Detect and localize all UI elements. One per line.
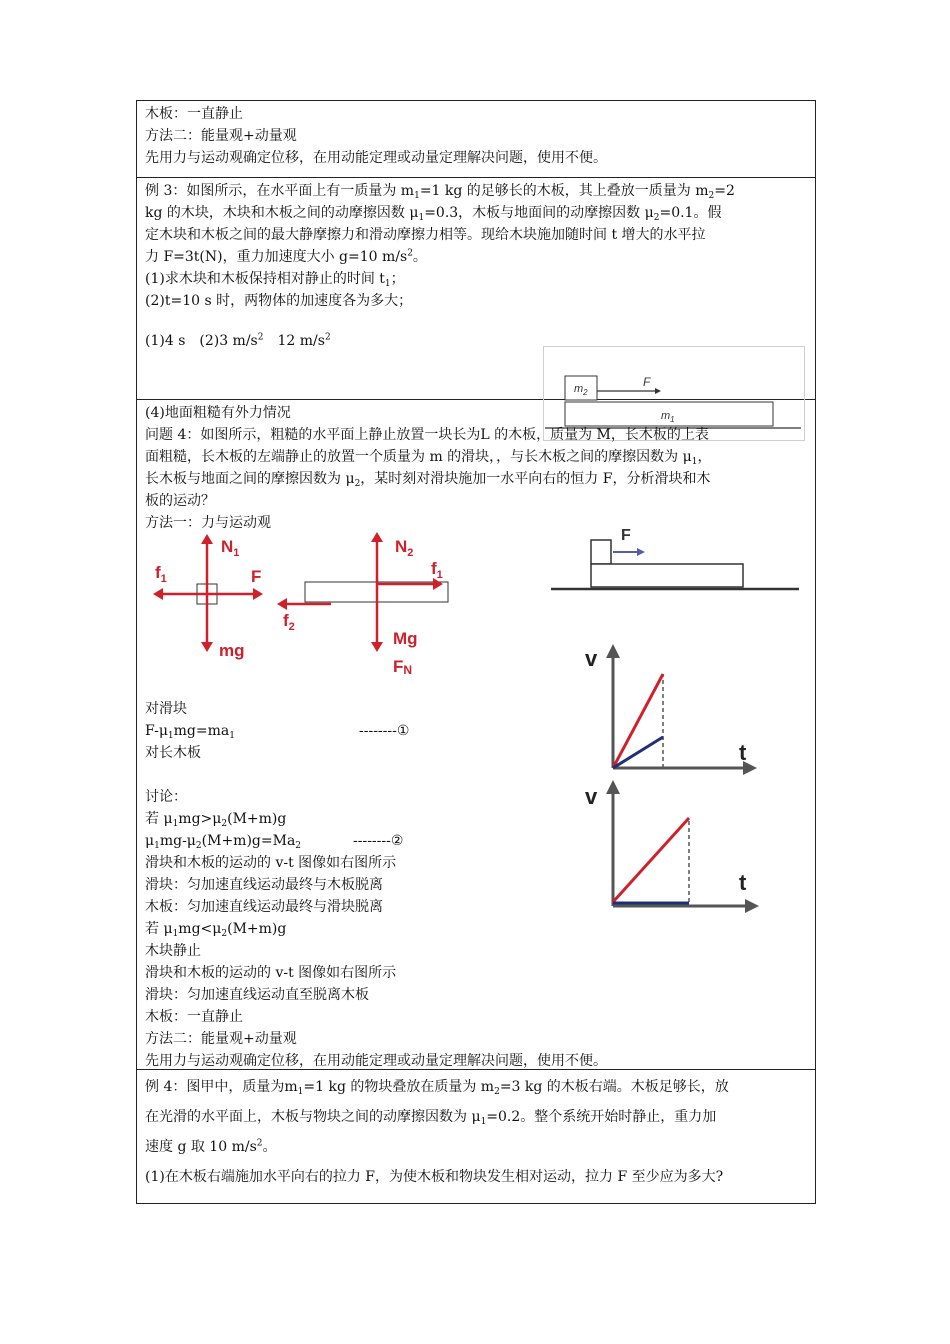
text-line: 先用力与运动观确定位移，在用动能定理或动量定理解决问题，使用不便。 (145, 150, 607, 166)
force-label: F (643, 375, 651, 389)
svg-text:m1: $m_1$ (661, 410, 675, 424)
discussion-label: 讨论： (145, 789, 187, 805)
problem-4-cell (137, 400, 815, 1070)
problem-4-line-4: 板的运动？ (145, 493, 215, 509)
problem-4-line-1: 问题 4：如图所示，粗糙的水平面上静止放置一块长为L 的木板，质量为 M，长木板的上表 (145, 427, 709, 443)
example-3-line-3: 定木块和木板之间的最大静摩擦力和滑动摩擦力相等。现给木块施加随时间 t 增大的水平拉 (145, 227, 706, 243)
answer: (1)4 s (2)3 $m/s^2$ 12 $m/s^2$ (145, 332, 331, 349)
svg-text:t: t (739, 740, 747, 765)
block-still: 木块静止 (145, 943, 201, 959)
example-4-line-3: 速度 g 取 10 $m/s^2$。 (145, 1138, 277, 1155)
svg-text:Mg: Mg (393, 629, 418, 648)
board-result-2: 木板：一直静止 (145, 1009, 243, 1025)
svg-text:t: t (739, 870, 747, 895)
problem-4-line-3: 长木板与地面之间的摩擦因数为 $\mu_2$，某时刻对滑块施加一水平向右的恒力 F，分析滑块和木 (145, 471, 711, 489)
question-1: (1)求木块和木板保持相对静止的时间 $t_1$； (145, 271, 405, 289)
svg-text:mg: mg (219, 641, 245, 660)
question-2: (2)t=10 s 时，两物体的加速度各为多大； (145, 293, 413, 309)
force-label: F (621, 527, 631, 544)
equation-2: $\mu_1mg-\mu_2(M+m)g=Ma_2$ --------② (145, 833, 404, 851)
svg-text:f1: $f_1$ (431, 559, 443, 581)
slider-result-1: 滑块：匀加速直线运动最终与木板脱离 (145, 877, 383, 893)
content-table (136, 100, 816, 1204)
vt-description-2: 滑块和木板的运动的 v-t 图像如右图所示 (145, 965, 397, 981)
board-result-1: 木板：匀加速直线运动最终与滑块脱离 (145, 899, 383, 915)
example-3-line-2: kg 的木块，木块和木板之间的动摩擦因数 $\mu_1=0.3$，木板与地面间的动摩擦因数 $\mu_2=0.1$。假 (145, 205, 722, 223)
example-4-line-1: 例 4：图甲中，质量为$m_1=1$ kg 的物块叠放在质量为 $m_2=3$ kg 的木板右端。木板足够长，放 (145, 1079, 729, 1097)
example-4-question-1: (1)在木板右端施加水平向右的拉力 F，为使木板和物块发生相对运动，拉力 F 至少应为多大? (145, 1169, 724, 1185)
slider-label: 对滑块 (145, 701, 187, 717)
free-body-diagrams (145, 532, 465, 692)
svg-text:f1: $f_1$ (155, 563, 167, 585)
example-4-line-2: 在光滑的水平面上，木板与物块之间的动摩擦因数为 $\mu_1=0.2$。整个系统开始时静止，重力加 (145, 1109, 717, 1127)
problem-4-line-2: 面粗糙，长木板的左端静止的放置一个质量为 m 的滑块，，与长木板之间的摩擦因数为 $\mu_1$， (145, 449, 712, 467)
case-1-condition: 若 $\mu_1mg>\mu_2(M+m)g$ (145, 811, 287, 829)
method-1-label: 方法一：力与运动观 (145, 515, 271, 531)
svg-text:v: v (585, 784, 598, 809)
text-line: 木板：一直静止 (145, 106, 243, 122)
text-line: 方法二：能量观+动量观 (145, 128, 297, 144)
method-2-label: 方法二：能量观+动量观 (145, 1031, 297, 1047)
case-2-condition: 若 $\mu_1mg<\mu_2(M+m)g$ (145, 921, 287, 939)
section-title: (4)地面粗糙有外力情况 (145, 405, 291, 421)
svg-text:N2: $N_2$ (395, 537, 414, 559)
slider-result-2: 滑块：匀加速直线运动直至脱离木板 (145, 987, 369, 1003)
m2-label: m (574, 383, 584, 395)
svg-text:N1: $N_1$ (221, 537, 240, 559)
section-1-cell (137, 101, 815, 178)
m1-label: m (661, 410, 671, 422)
svg-text:m2: $m_2$ (574, 383, 588, 397)
vt-description-1: 滑块和木板的运动的 v-t 图像如右图所示 (145, 855, 397, 871)
example-4-cell (137, 1070, 815, 1203)
svg-text:v: v (585, 646, 598, 671)
vt-graph-1 (579, 644, 759, 779)
board-label: 对长木板 (145, 745, 201, 761)
example-3-line-4: 力 F=3t(N)，重力加速度大小 g=10 $m/s^2$。 (145, 248, 427, 265)
svg-text:FN: FN (393, 657, 413, 677)
vt-graph-2 (579, 778, 759, 913)
method-note: 先用力与运动观确定位移，在用动能定理或动量定理解决问题，使用不便。 (145, 1053, 607, 1069)
svg-text:F: F (251, 567, 262, 586)
problem-4-setup-figure (551, 518, 801, 598)
svg-text:f2: $f_2$ (283, 611, 295, 633)
example-3-line-1: 例 3：如图所示，在水平面上有一质量为 $m_1=1$ kg 的足够长的木板，其上叠放一质量为 $m_2=2$ (145, 183, 735, 201)
equation-1: $F-\mu_1mg=ma_1$ --------① (145, 723, 410, 741)
